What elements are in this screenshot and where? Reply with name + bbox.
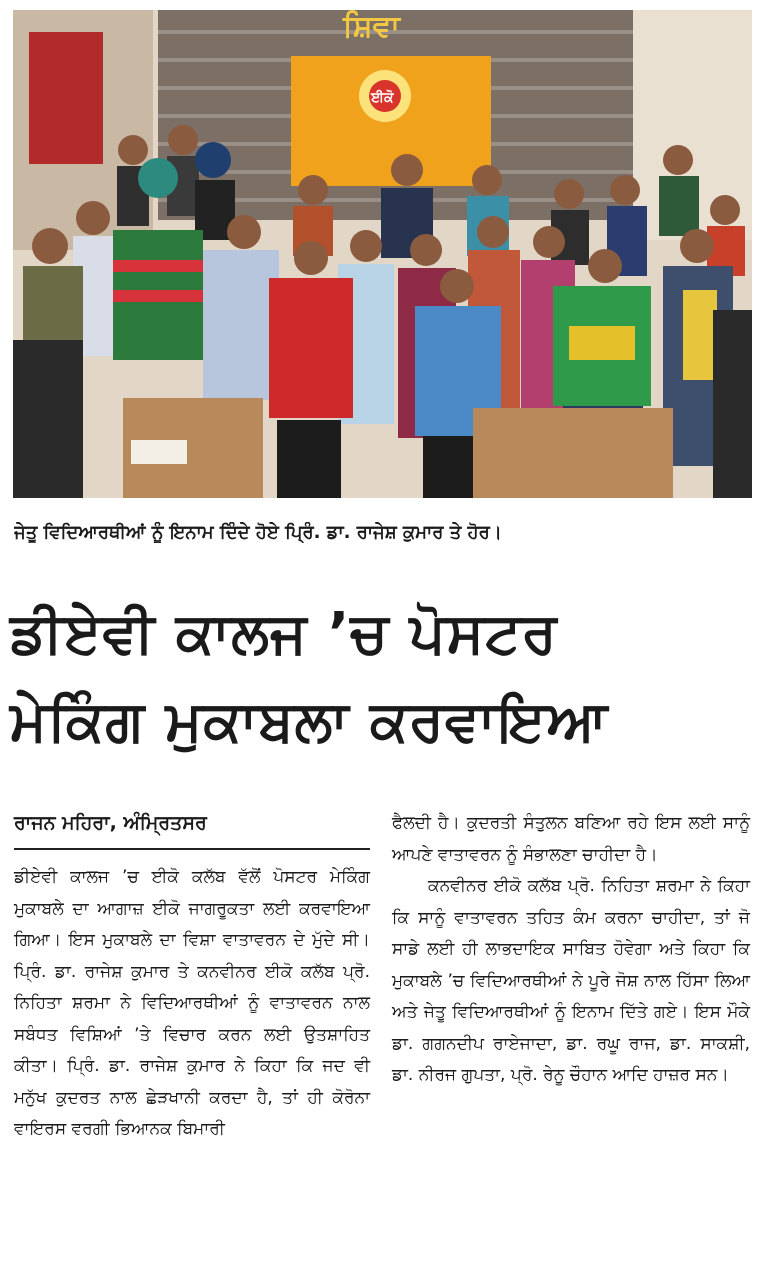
headline-line-2: ਮੇਕਿੰਗ ਮੁਕਾਬਲਾ ਕਰਵਾਇਆ (10, 689, 609, 754)
article-paragraph: ਕਨਵੀਨਰ ਈਕੋ ਕਲੱਬ ਪ੍ਰੋ. ਨਿਹਿਤਾ ਸ਼ਰਮਾ ਨੇ ਕਿਹਾ ਕਿ ਸਾਨੂੰ ਵਾਤਾਵਰਨ ਤਹਿਤ ਕੰਮ ਕਰਨਾ ਚਾਹੀਦਾ, ਤਾਂ ਜੋ ਸਾਡੇ ਲਈ ਹੀ ਲਾਭਦਾਇਕ ਸਾਬਿਤ ਹੋਵੇਗਾ ਅਤੇ ਕਿਹਾ ਕਿ ਮੁਕਾਬਲੇ ’ਚ ਵਿਦਿਆਰਥੀਆਂ ਨੇ ਪੂਰੇ ਜੋਸ਼ ਨਾਲ ਹਿੱਸਾ ਲਿਆ ਅਤੇ ਜੇਤੂ ਵਿਦਿਆਰਥੀਆਂ ਨੂੰ ਇਨਾਮ ਦਿੱਤੇ ਗਏ। ਇਸ ਮੌਕੇ ਡਾ. ਗਗਨਦੀਪ ਰਾਏਜਾਦਾ, ਡਾ. ਰਘੂ ਰਾਜ, ਡਾ. ਸਾਕਸ਼ੀ, ਡਾ. ਨੀਰਜ ਗੁਪਤਾ, ਪ੍ਰੋ. ਰੇਨੂ ਚੌਹਾਨ ਆਦਿ ਹਾਜ਼ਰ ਸਨ। (392, 876, 750, 1085)
article-paragraph: ਡੀਏਵੀ ਕਾਲਜ ’ਚ ਈਕੋ ਕਲੱਬ ਵੱਲੋਂ ਪੋਸਟਰ ਮੇਕਿੰਗ ਮੁਕਾਬਲੇ ਦਾ ਆਗਾਜ਼ ਈਕੋ ਜਾਗਰੂਕਤਾ ਲਈ ਕਰਵਾਇਆ ਗਿਆ। ਇਸ ਮੁਕਾਬਲੇ ਦਾ ਵਿਸ਼ਾ ਵਾਤਾਵਰਨ ਦੇ ਮੁੱਦੇ ਸੀ। ਪ੍ਰਿੰ. ਡਾ. ਰਾਜੇਸ਼ ਕੁਮਾਰ ਤੇ ਕਨਵੀਨਰ ਈਕੋ ਕਲੱਬ ਪ੍ਰੋ. ਨਿਹਿਤਾ ਸ਼ਰਮਾ ਨੇ ਵਿਦਿਆਰਥੀਆਂ ਨੂੰ ਵਾਤਾਵਰਨ ਨਾਲ ਸਬੰਧਤ ਵਿਸ਼ਿਆਂ ’ਤੇ ਵਿਚਾਰ ਕਰਨ ਲਈ ਉਤਸ਼ਾਹਿਤ ਕੀਤਾ। ਪ੍ਰਿੰ. ਡਾ. ਰਾਜੇਸ਼ ਕੁਮਾਰ ਨੇ ਕਿਹਾ ਕਿ ਜਦ ਵੀ ਮਨੁੱਖ ਕੁਦਰਤ ਨਾਲ ਛੇੜਖਾਨੀ ਕਰਦਾ ਹੈ, ਤਾਂ ਹੀ ਕੋਰੋਨਾ ਵਾਇਰਸ ਵਰਗੀ ਭਿਆਨਕ ਬਿਮਾਰੀ (14, 867, 370, 1139)
banner-text: ਈਕੋ (371, 90, 394, 106)
headline-line-1: ਡੀਏਵੀ ਕਾਲਜ ’ਚ ਪੋਸਟਰ (10, 601, 558, 666)
byline: ਰਾਜਨ ਮਹਿਰਾ, ਅੰਮ੍ਰਿਤਸਰ (14, 812, 207, 834)
article-column-1 (14, 862, 370, 1146)
wall-lettering: ਸ਼ਿਵਾ (343, 10, 400, 44)
group-photo (13, 10, 752, 498)
chair (13, 340, 83, 498)
byline-divider (14, 848, 370, 850)
article-column-2 (392, 808, 750, 1092)
headline (10, 590, 755, 766)
photo-caption: ਜੇਤੂ ਵਿਦਿਆਰਥੀਆਂ ਨੂੰ ਇਨਾਮ ਦਿੰਦੇ ਹੋਏ ਪ੍ਰਿੰ. ਡਾ. ਰਾਜੇਸ਼ ਕੁਮਾਰ ਤੇ ਹੋਰ। (14, 522, 502, 543)
wall-plaque (29, 32, 103, 164)
table-right (473, 408, 673, 498)
article-paragraph: ਫੈਲਦੀ ਹੈ। ਕੁਦਰਤੀ ਸੰਤੁਲਨ ਬਣਿਆ ਰਹੇ ਇਸ ਲਈ ਸਾਨੂੰ ਆਪਣੇ ਵਾਤਾਵਰਨ ਨੂੰ ਸੰਭਾਲਣਾ ਚਾਹੀਦਾ ਹੈ। (392, 813, 750, 865)
